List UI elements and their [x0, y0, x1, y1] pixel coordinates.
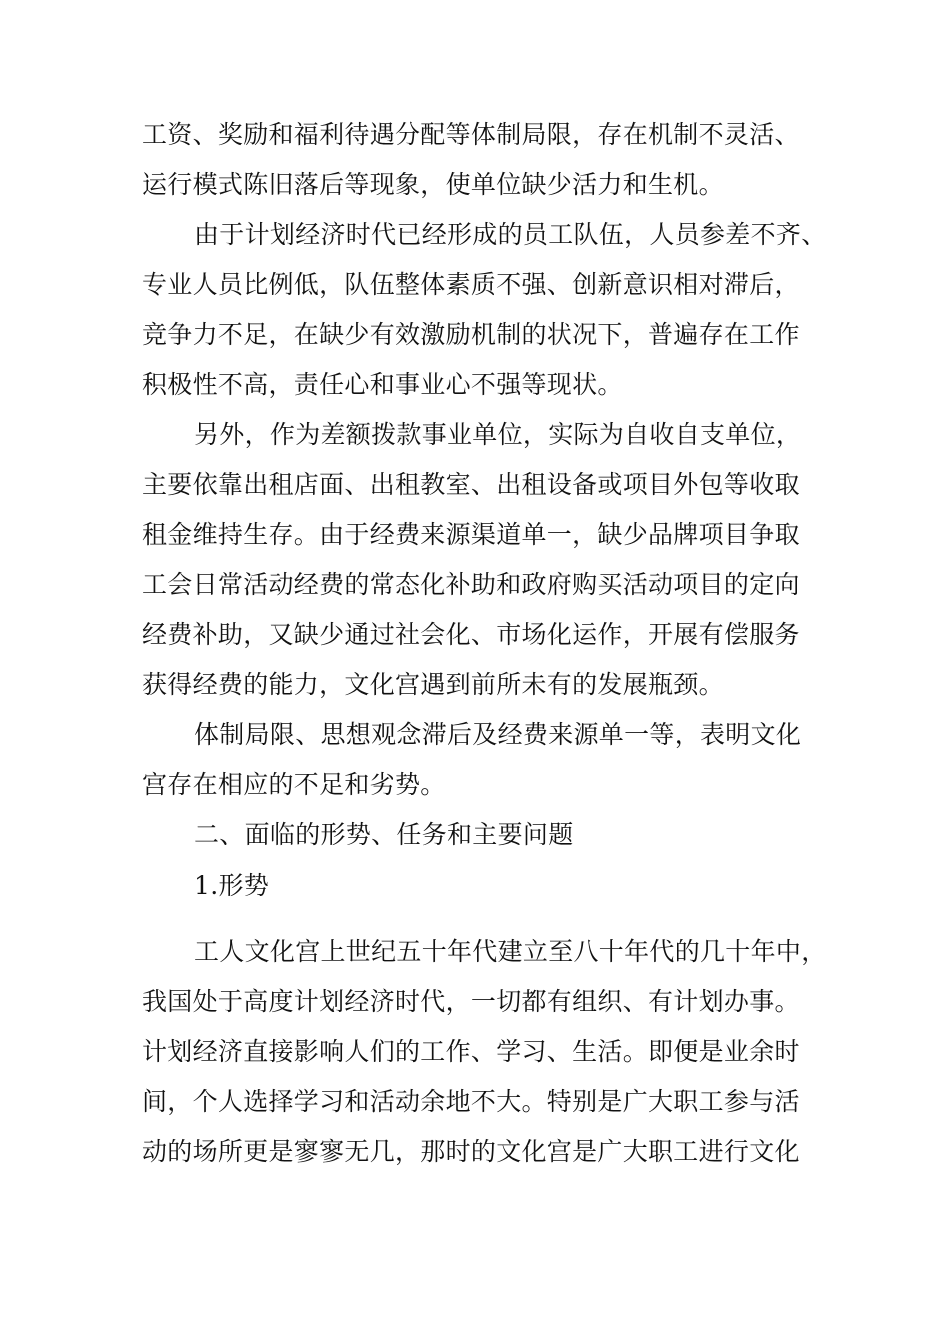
subsection-heading: 1.形势 [194, 871, 270, 900]
paragraph-4-line-1: 体制局限、思想观念滞后及经费来源单一等，表明文化 [194, 720, 802, 749]
paragraph-4-line-2: 宫存在相应的不足和劣势。 [142, 770, 446, 799]
paragraph-2-line-1: 由于计划经济时代已经形成的员工队伍，人员参差不齐、 [194, 220, 827, 249]
paragraph-3-line-5: 经费补助，又缺少通过社会化、市场化运作，开展有偿服务 [142, 620, 800, 649]
paragraph-3-line-6: 获得经费的能力，文化宫遇到前所未有的发展瓶颈。 [142, 670, 724, 699]
paragraph-5-line-5: 动的场所更是寥寥无几，那时的文化宫是广大职工进行文化 [142, 1137, 800, 1166]
paragraph-5-line-1: 工人文化宫上世纪五十年代建立至八十年代的几十年中， [194, 937, 827, 966]
section-heading: 二、面临的形势、任务和主要问题 [194, 820, 574, 849]
paragraph-5-line-4: 间，个人选择学习和活动余地不大。特别是广大职工参与活 [142, 1087, 800, 1116]
paragraph-3-line-1: 另外，作为差额拨款事业单位，实际为自收自支单位， [194, 420, 802, 449]
body-text-lower [142, 927, 832, 1177]
paragraph-3-line-3: 租金维持生存。由于经费来源渠道单一，缺少品牌项目争取 [142, 520, 800, 549]
subsection-heading-block [142, 861, 832, 911]
paragraph-5-line-3: 计划经济直接影响人们的工作、学习、生活。即便是业余时 [142, 1037, 800, 1066]
paragraph-3-line-2: 主要依靠出租店面、出租教室、出租设备或项目外包等收取 [142, 470, 800, 499]
paragraph-2-line-2: 专业人员比例低，队伍整体素质不强、创新意识相对滞后， [142, 270, 800, 299]
paragraph-3-line-4: 工会日常活动经费的常态化补助和政府购买活动项目的定向 [142, 570, 800, 599]
paragraph-1-line-2: 运行模式陈旧落后等现象，使单位缺少活力和生机。 [142, 170, 724, 199]
paragraph-5-line-2: 我国处于高度计划经济时代，一切都有组织、有计划办事。 [142, 987, 800, 1016]
paragraph-2-line-4: 积极性不高，责任心和事业心不强等现状。 [142, 370, 623, 399]
paragraph-2-line-3: 竞争力不足，在缺少有效激励机制的状况下，普遍存在工作 [142, 320, 800, 349]
body-text-upper [142, 110, 832, 860]
paragraph-1-line-1: 工资、奖励和福利待遇分配等体制局限，存在机制不灵活、 [142, 120, 800, 149]
